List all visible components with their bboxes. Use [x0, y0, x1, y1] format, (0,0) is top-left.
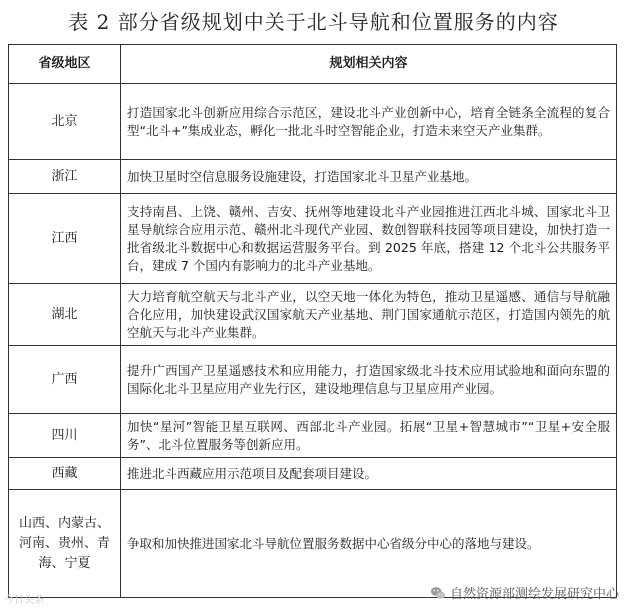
- platform-watermark: 今日头条: [4, 595, 44, 606]
- table-title: 表 2 部分省级规划中关于北斗导航和位置服务的内容: [68, 10, 559, 34]
- table-header-row: [9, 45, 617, 84]
- content-cell: 大力培育航空航天与北斗产业，以空天地一体化为特色，推动卫星遥感、通信与导航融合化应用，加快建设武汉国家航天产业基地、荆门国家通航示范区，打造国内领先的航空航天与北斗产业集群。: [121, 284, 617, 346]
- content-cell: 加快“星河”智能卫星互联网、西部北斗产业园。拓展“卫星+智慧城市”“卫星+安全服务”、北斗位置服务等创新应用。: [121, 414, 617, 458]
- province-cell: 湖北: [9, 284, 121, 346]
- table-row: [9, 284, 617, 346]
- province-cell: 四川: [9, 414, 121, 458]
- header-content: 规划相关内容: [121, 45, 617, 84]
- content-cell: 加快卫星时空信息服务设施建设，打造国家北斗卫星产业基地。: [121, 160, 617, 194]
- table-row: [9, 458, 617, 490]
- content-cell: 支持南昌、上饶、赣州、吉安、抚州等地建设北斗产业园推进江西北斗城、国家北斗卫星导航综合应用示范、赣州北斗现代产业园、数创智联科技园等项目建设，加快打造一批省级北斗数据中心和数据运营服务平台。到 2025 年底，搭建 12 个北斗公共服务平台，建成 7 个国内有影响力的北斗产业基地。: [121, 194, 617, 284]
- table-row: [9, 414, 617, 458]
- table-row: [9, 346, 617, 414]
- wechat-icon: [430, 585, 446, 601]
- header-province: 省级地区: [9, 45, 121, 84]
- province-cell: 山西、内蒙古、河南、贵州、青海、宁夏: [9, 490, 121, 598]
- table-row: [9, 160, 617, 194]
- province-cell: 北京: [9, 84, 121, 160]
- source-watermark-text: 自然资源部测绘发展研究中心: [449, 587, 619, 602]
- content-cell: 提升广西国产卫星遥感技术和应用能力，打造国家级北斗技术应用试验地和面向东盟的国际化北斗卫星应用产业先行区，建设地理信息与卫星应用产业园。: [121, 346, 617, 414]
- content-cell: 争取和加快推进国家北斗导航位置服务数据中心省级分中心的落地与建设。: [121, 490, 617, 598]
- policy-table: [8, 44, 617, 598]
- source-watermark: [430, 583, 619, 602]
- province-cell: 浙江: [9, 160, 121, 194]
- content-cell: 推进北斗西藏应用示范项目及配套项目建设。: [121, 458, 617, 490]
- province-cell: 西藏: [9, 458, 121, 490]
- province-cell: 广西: [9, 346, 121, 414]
- table-row: [9, 490, 617, 598]
- content-cell: 打造国家北斗创新应用综合示范区，建设北斗产业创新中心，培育全链条全流程的复合型“北斗+”集成业态，孵化一批北斗时空智能企业，打造未来空天产业集群。: [121, 84, 617, 160]
- province-cell: 江西: [9, 194, 121, 284]
- table-row: [9, 84, 617, 160]
- table-row: [9, 194, 617, 284]
